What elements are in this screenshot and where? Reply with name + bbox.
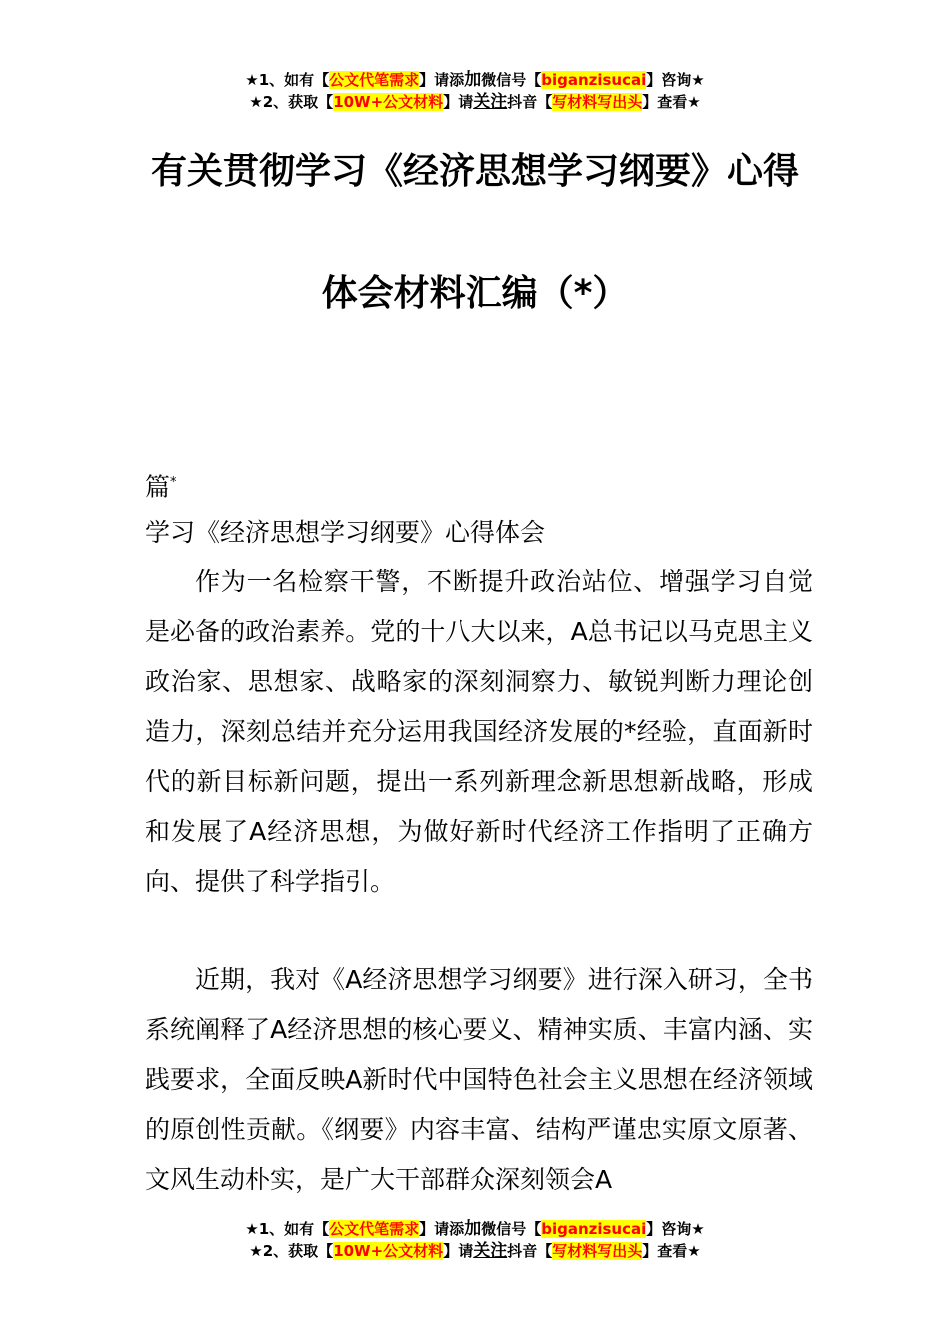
ad-text: 关注 xyxy=(473,1241,508,1261)
ad-text: 关注 xyxy=(473,92,508,112)
ad-text: ★2、获取【 xyxy=(249,93,334,111)
top-ad-banner xyxy=(0,69,950,113)
ad-text: 】请添 xyxy=(419,1220,465,1238)
ad-text: 】请 xyxy=(443,93,474,111)
ad-line-2 xyxy=(0,1240,950,1262)
ad-text: 加 xyxy=(464,70,482,90)
section-mark: * xyxy=(170,475,177,490)
ad-highlight: 公文代笔需求 xyxy=(329,1220,420,1238)
ad-text: 】查看★ xyxy=(642,93,701,111)
ad-wechat-id: biganzisucai xyxy=(541,1220,647,1238)
ad-text: 抖音【 xyxy=(507,1242,553,1260)
body-paragraph: 作为一名检察干警，不断提升政治站位、增强学习自觉是必备的政治素养。党的十八大以来，A总书记以马克思主义政治家、思想家、战略家的深刻洞察力、敏锐判断力理论创造力，深刻总结并充分运用我国经济发展的*经验，直面新时代的新目标新问题，提出一系列新理念新思想新战略，形成和发展了A经济思想，为做好新时代经济工作指明了正确方向、提供了科学指引。 xyxy=(145,567,813,896)
ad-text: ★1、如有【 xyxy=(245,71,330,89)
ad-text: 】查看★ xyxy=(642,1242,701,1260)
ad-text: ★1、如有【 xyxy=(245,1220,330,1238)
ad-text: 】咨询★ xyxy=(646,1220,705,1238)
ad-text: ★2、获取【 xyxy=(249,1242,334,1260)
ad-highlight: 10W+公文材料 xyxy=(333,1242,444,1260)
ad-line-1 xyxy=(0,1218,950,1240)
ad-douyin-id: 写材料写出头 xyxy=(552,93,643,111)
ad-highlight: 10W+公文材料 xyxy=(333,93,444,111)
ad-text: 】请添 xyxy=(419,71,465,89)
ad-text: 加 xyxy=(464,1219,482,1239)
bottom-ad-banner xyxy=(0,1218,950,1262)
section-label xyxy=(145,463,813,507)
ad-text: 】咨询★ xyxy=(646,71,705,89)
section-label-text: 篇 xyxy=(145,472,171,502)
ad-line-1 xyxy=(0,69,950,91)
ad-highlight: 公文代笔需求 xyxy=(329,71,420,89)
ad-text: 抖音【 xyxy=(507,93,553,111)
ad-line-2 xyxy=(0,91,950,113)
document-title-line-1: 有关贯彻学习《经济思想学习纲要》心得 xyxy=(150,151,799,192)
ad-text: 微信号【 xyxy=(481,1220,542,1238)
document-title-line-2: 体会材料汇编（*） xyxy=(321,273,629,314)
ad-douyin-id: 写材料写出头 xyxy=(552,1242,643,1260)
ad-wechat-id: biganzisucai xyxy=(541,71,647,89)
article-subtitle: 学习《经济思想学习纲要》心得体会 xyxy=(145,518,546,547)
body-paragraph: 近期，我对《A经济思想学习纲要》进行深入研习，全书系统阐释了A经济思想的核心要义、精神实质、丰富内涵、实践要求，全面反映A新时代中国特色社会主义思想在经济领域的原创性贡献。《纲要》内容丰富、结构严谨忠实原文原著、文风生动朴实，是广大干部群众深刻领会A xyxy=(145,965,813,1194)
ad-text: 】请 xyxy=(443,1242,474,1260)
ad-text: 微信号【 xyxy=(481,71,542,89)
